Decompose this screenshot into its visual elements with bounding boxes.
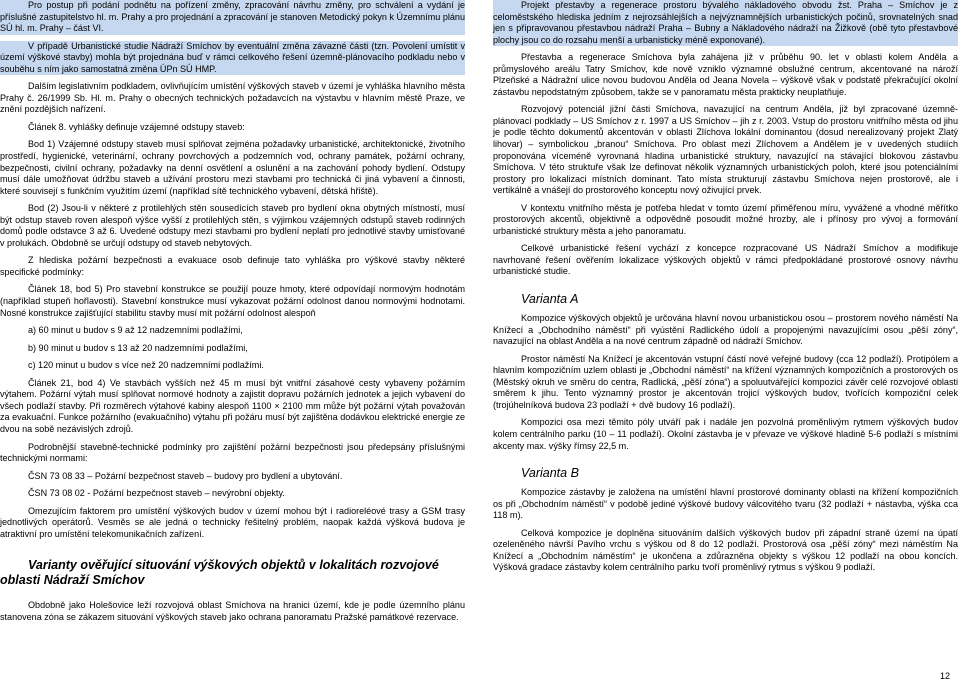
paragraph-variant-a-axis: Kompozice výškových objektů je určována hlavní novou urbanistickou osou – prostorem nového náměstí Na Knížecí a „Obchodního náměstí“ při vyústění Radlického údolí a propojenými navazujícími osou „pěší zóny“, navazující na oblast Anděla a na nové centrum západně od nádraží Smíchov. bbox=[493, 313, 958, 347]
paragraph-variant-a-park: Kompozici osa mezi těmito póly utváří pak i nadále jen pozvolná proměnlivým rytmem výškových budov kolem centrálního parku (10 – 11 podlaží). Okolní zástavba je v převaze ve výškové hladině 5-6 podlaží s místními akcenty max. výšky římsy 22,5 m. bbox=[493, 417, 958, 451]
right-column bbox=[493, 0, 958, 580]
paragraph-article-18: Článek 18, bod 5) Pro stavební konstrukce se použijí pouze hmoty, které odpovídají normovým hodnotám (například stupeň hořlavosti). Stavební konstrukce musí vykazovat požární odolnost danou normovými hodnotami. Nosné konstrukce zajišťující stabilitu stavby musí mít požární odolnost alespoň bbox=[0, 284, 465, 318]
paragraph-article-8: Článek 8. vyhlášky definuje vzájemné odstupy staveb: bbox=[28, 121, 245, 132]
paragraph-variant-a-square: Prostor náměstí Na Knížecí je akcentován vstupní částí nové veřejné budovy (cca 12 podlaží). Protipólem a hlavním kompozičním uzlem oblasti je „Obchodní náměstí“ na křížení významných kompozičních a prostorových os (Městský okruh ve směru do centra, Radlická, „pěší zóna“) a spoluutvářející kompozici závěr celé rozvojové oblasti směrem k jihu. Tento významný prostor je akcentován trojicí výškových budov, tvořících kompoziční celek (trojúhelníková budova 23 podlaží + dvě budovy 16 podlaží). bbox=[493, 353, 958, 410]
paragraph-procedure: Pro postup při podání podnětu na pořízení změny, zpracování návrhu změny, pro schválení a vydání je příslušné zastupitelstvo hl. m. Prahy a pro projednání a zpracování je stanoven Metodický pokyn k Územnímu plánu SÚ hl. m. Prahy – část VI. bbox=[0, 0, 465, 34]
paragraph-variant-b-dominant: Kompozice zástavby je založena na umístění hlavní prostorové dominanty oblasti na křížení kompozičních os při „Obchodním náměstí“ v podobě jediné výškové budovy válcovitého tvaru (32 podlaží + nástavba, výška cca 118 m). bbox=[493, 487, 958, 521]
paragraph-legislation: Dalším legislativním podkladem, ovlivňujícím umístění výškových staveb v území je vyhláška hlavního města Prahy č. 26/1999 Sb. Hl. m. Prahy o obecných technických požadavcích na výstavbu v hlavním městě Praze, ve znění pozdějších nařízení. bbox=[0, 81, 465, 115]
norm-csn-730802: ČSN 73 08 02 - Požární bezpečnost staveb – nevýrobní objekty. bbox=[28, 488, 285, 499]
variant-b-heading: Varianta B bbox=[521, 466, 579, 481]
paragraph-change-scope: V případě Urbanistické studie Nádraží Smíchov by eventuální změna závazné části (tzn. Povolení umístit v území výškové stavby) mohla být projednána buď v rámci celkového řešení územně-plánovacího podkladu nebo v souběhu s ním jako samostatná změna ÚPn SÚ HMP. bbox=[0, 40, 465, 74]
paragraph-point-1: Bod 1) Vzájemné odstupy staveb musí splňovat zejména požadavky urbanistické, architektonické, životního prostředí, hygienické, veterinární, ochrany povrchových a podzemních vod, ochrany památek, požární ochrany, bezpečnosti, civilní ochrany, požadavky na denní osvětlení a oslunění a na zachování pohody bydlení. Odstupy musí dále umožňovat údržbu staveb a užívání prostoru mezi stavbami pro technická či jiná vybavení a činnosti, které souvisejí s funkčním využitím území (například sítě technického vybavení, dětská hřiště). bbox=[0, 139, 465, 196]
paragraph-variant-b-composition: Celková kompozice je doplněna situováním dalších výškových budov při západní straně území na úpatí ozeleněného návrší Pavího vrchu s výškou od 8 do 12 podlaží. Prostorová osa „pěší zóny“ mezi náměstím Na Knížecí a „Obchodním náměstím“ je ukončena a zdůrazněna objekty s výškou 12 podlaží na obou koncích. Výšková gradace zástavby kolem centrálního parku tvoří proměnlivý rytmus s výškou 9 podlaží. bbox=[493, 527, 958, 573]
paragraph-radio-relay: Omezujícím faktorem pro umístění výškových budov v území mohou být i radioreléové trasy a GSM trasy jednotlivých operátorů. Vesměs se ale jedná o technicky řešitelný problém, naopak každá výšková budova je atraktivní pro umístění telekomunikačních zařízení. bbox=[0, 505, 465, 539]
list-item: c) 120 minut u budov s více než 20 nadzemními podlažími. bbox=[28, 360, 264, 371]
norm-csn-730833: ČSN 73 08 33 – Požární bezpečnost staveb – budovy pro bydlení a ubytování. bbox=[28, 470, 343, 481]
variant-a-heading: Varianta A bbox=[521, 292, 579, 307]
list-item: a) 60 minut u budov s 9 až 12 nadzemními podlažími, bbox=[28, 325, 243, 336]
left-column bbox=[0, 0, 465, 629]
page-number: 12 bbox=[940, 671, 951, 681]
paragraph-smichov-zone: Obdobně jako Holešovice leží rozvojová oblast Smíchova na hranici území, kde je podle územního plánu stanovena zóna se zákazem situování výškových staveb jako ochrana panoramatu Pražské památkové rezervace. bbox=[0, 600, 465, 622]
paragraph-article-21: Článek 21, bod 4) Ve stavbách vyšších než 45 m musí být vnitřní zásahové cesty vybaveny požárním výtahem. Požární výtah musí splňovat normové hodnoty a zajistit dopravu požárních jednotek a jejich vybavení do všech podlaží stavby. Při rozměrech výtahové kabiny alespoň 1100 × 2100 mm může být požární výtah považován za evakuační. Funkce požárního (evakuačního) výtahu při požáru musí být zajištěna dodávkou elektrické energie ze dvou na sobě nezávislých zdrojů. bbox=[0, 377, 465, 434]
paragraph-project-overview: Projekt přestavby a regenerace prostoru bývalého nákladového obvodu žst. Praha – Smíchov je z celoměstského hlediska jedním z nejrozsáhlejších a nejvýznamnějších urbanistických počinů, srovnatelných snad jen s připravovanou přestavbou nádraží Praha – Bubny a Nákladového nádraží na Žižkově (obě tyto přestavbové plochy jsou co do rozsahu menší a urbanisticky méně exponované). bbox=[493, 0, 958, 45]
paragraph-point-2: Bod (2) Jsou-li v některé z protilehlých stěn sousedících staveb pro bydlení okna obytných místností, musí být odstup staveb roven alespoň výšce vyšší z protilehlých stěn, s výjimkou vzájemných odstupů staveb rodinných domů podle odstavce 3 až 6. Uvedené odstupy mezi stavbami pro bydlení neplatí pro jednotlivé stavby umisťované v prolukách. Obdobně se určují odstupy od staveb nebytových. bbox=[0, 203, 465, 248]
section-heading: Varianty ověřující situování výškových objektů v lokalitách rozvojové oblasti Nádraží Smíchov bbox=[0, 558, 439, 588]
list-item: b) 90 minut u budov s 13 až 20 nadzemními podlažími, bbox=[28, 342, 248, 353]
paragraph-regeneration: Přestavba a regenerace Smíchova byla zahájena již v průběhu 90. let v oblasti kolem Anděla a průmyslového areálu Tatry Smíchov, kde nově vzniklo významné obslužné centrum, akcentované na nároží Plzeňské a Nádražní ulice novou budovou Anděla od Jeana Novela – výškově však v podstatě překračující okolní zástavbu nepodstatným způsobem, takže se v panoramatu města prakticky neuplatňuje. bbox=[493, 52, 958, 97]
paragraph-overall-solution: Celkové urbanistické řešení vychází z koncepce rozpracované US Nádraží Smíchov a modifikuje navrhované řešení ověřením lokalizace výškových objektů v rámci předpokládané prostorové osnovy návrhu urbanistické studie. bbox=[493, 243, 958, 277]
paragraph-inner-city-context: V kontextu vnitřního města je potřeba hledat v tomto území přiměřenou míru, vyvážené a vhodné měřítko prostorových akcentů, objektivně a odpovědně posoudit možné hrozby, ale i přínosy pro vývoj a formování urbanistické struktury města a jeho panoramatu. bbox=[493, 202, 958, 236]
paragraph-fire-safety: Z hlediska požární bezpečnosti a evakuace osob definuje tato vyhláška pro výškové stavby některé specifické podmínky: bbox=[0, 255, 465, 277]
paragraph-technical-norms: Podrobnější stavebně-technické podmínky pro zajištění požární bezpečnosti jsou předepsány příslušnými technickými normami: bbox=[0, 441, 465, 464]
paragraph-development-potential: Rozvojový potenciál jižní části Smíchova, navazující na centrum Anděla, již byl zpracované územně-plánovací podklady – US Smíchov z r. 1997 a US Smíchov – jih z r. 2003. Vstup do prostoru vnitřního města od jihu je podle těchto dokumentů akcentován v oblasti Zlíchova lokální dominantou (dosud nerealizovaný projekt Zlatý lihovar) – symbolickou „branou“ Smíchova. Pro oblast mezi Zlíchovem a Andělem je v uvedených studiích proponována víceméně vyrovnaná hladina urbanistické struktury, navazující na stávající blokovou zástavbu Smíchova. V této struktuře však lze definovat několik významných urbanistických poloh, které jsou potenciálními prostory pro lokalizaci místních dominant. Tato místa strukturují zástavbu Smíchova nejen prostorově, ale i vertikálně a vnášejí do prostorového konceptu nový oživující prvek. bbox=[493, 104, 958, 196]
